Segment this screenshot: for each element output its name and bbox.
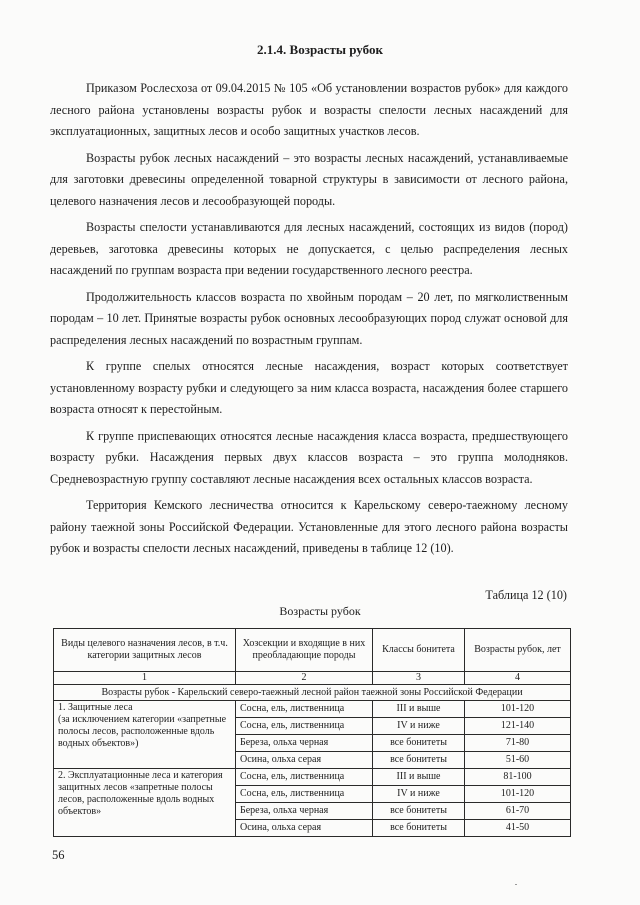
age-cell: 51-60 [465,752,571,769]
column-number: 1 [54,672,236,685]
body-text [50,78,568,565]
header-cell: Классы бонитета [373,629,465,672]
species-cell: Сосна, ель, лиственница [236,718,373,735]
table-title: Возрасты рубок [279,604,361,618]
column-number: 3 [373,672,465,685]
paragraph: Приказом Рослесхоза от 09.04.2015 № 105 «Об установлении возрастов рубок» для каждого лесного района установлены возрасты рубок и возрасты спелости лесных насаждений для эксплуатационных, защитных лесов и особо защитных участков лесов. [50,81,568,138]
paragraph: Возрасты рубок лесных насаждений – это возрасты лесных насаждений, устанавливаемые для заготовки древесины определенной товарной структуры в зависимости от лесного района, целевого назначения лесов и лесообразующей породы. [50,150,568,208]
header-cell: Хозсекции и входящие в них преобладающие породы [236,629,373,672]
table-row [54,769,571,786]
table-header-row [54,629,571,672]
scan-speck [515,884,517,885]
category-cell: 1. Защитные леса (за исключением категории «запретные полосы лесов, расположенные вдоль водных объектов») [54,701,236,769]
age-cell: 41-50 [465,820,571,837]
age-cell: 101-120 [465,701,571,718]
bonitet-cell: III и выше [373,701,465,718]
species-cell: Сосна, ель, лиственница [236,701,373,718]
age-cell: 101-120 [465,786,571,803]
bonitet-cell: все бонитеты [373,820,465,837]
bonitet-cell: IV и ниже [373,786,465,803]
page-number: 56 [52,848,65,862]
age-cell: 61-70 [465,803,571,820]
species-cell: Береза, ольха черная [236,803,373,820]
cutting-ages-table [53,628,571,837]
table-label: Таблица 12 (10) [485,588,567,602]
paragraph: Продолжительность классов возраста по хвойным породам – 20 лет, по мягколиственным породам – 10 лет. Принятые возрасты рубок основных лесообразующих пород служат основой для распределения лесных насаждений по возрастным группам. [50,289,568,347]
column-number: 2 [236,672,373,685]
region-row [54,685,571,701]
paragraph: Территория Кемского лесничества относится к Карельскому северо-таежному лесному району таежной зоны Российской Федерации. Установленные для этого лесного района возрасты рубок и возрасты спелости лесных насаждений, приведены в таблице 12 (10). [50,498,568,555]
bonitet-cell: IV и ниже [373,718,465,735]
paragraph: Возрасты спелости устанавливаются для лесных насаждений, состоящих из видов (пород) деревьев, заготовка древесины которых не допускается, с целью распределения лесных насаждений по группам возраста при ведении государственного лесного реестра. [50,220,568,277]
category-cell: 2. Эксплуатационные леса и категория защитных лесов «запретные полосы лесов, расположенные вдоль водных объектов» [54,769,236,837]
species-cell: Сосна, ель, лиственница [236,769,373,786]
paragraph: К группе спелых относятся лесные насаждения, возраст которых соответствует установленному возрасту рубки и следующего за ним класса возраста, насаждения более старшего возраста относят к перестойным. [50,359,568,416]
species-cell: Береза, ольха черная [236,735,373,752]
header-cell: Возрасты рубок, лет [465,629,571,672]
species-cell: Сосна, ель, лиственница [236,786,373,803]
age-cell: 81-100 [465,769,571,786]
age-cell: 71-80 [465,735,571,752]
species-cell: Осина, ольха серая [236,820,373,837]
section-heading: 2.1.4. Возрасты рубок [257,42,383,57]
species-cell: Осина, ольха серая [236,752,373,769]
age-cell: 121-140 [465,718,571,735]
bonitet-cell: все бонитеты [373,752,465,769]
header-cell: Виды целевого назначения лесов, в т.ч. категории защитных лесов [54,629,236,672]
bonitet-cell: все бонитеты [373,803,465,820]
column-number: 4 [465,672,571,685]
bonitet-cell: III и выше [373,769,465,786]
column-number-row [54,672,571,685]
bonitet-cell: все бонитеты [373,735,465,752]
paragraph: К группе приспевающих относятся лесные насаждения класса возраста, предшествующего возрасту рубки. Насаждения первых двух классов возраста – это группа молодняков. Средневозрастную группу составляют лесные насаждения всех остальных классов возраста. [50,428,568,486]
region-cell: Возрасты рубок - Карельский северо-таежный лесной район таежной зоны Российской Федерации [54,685,571,701]
table-row [54,701,571,718]
